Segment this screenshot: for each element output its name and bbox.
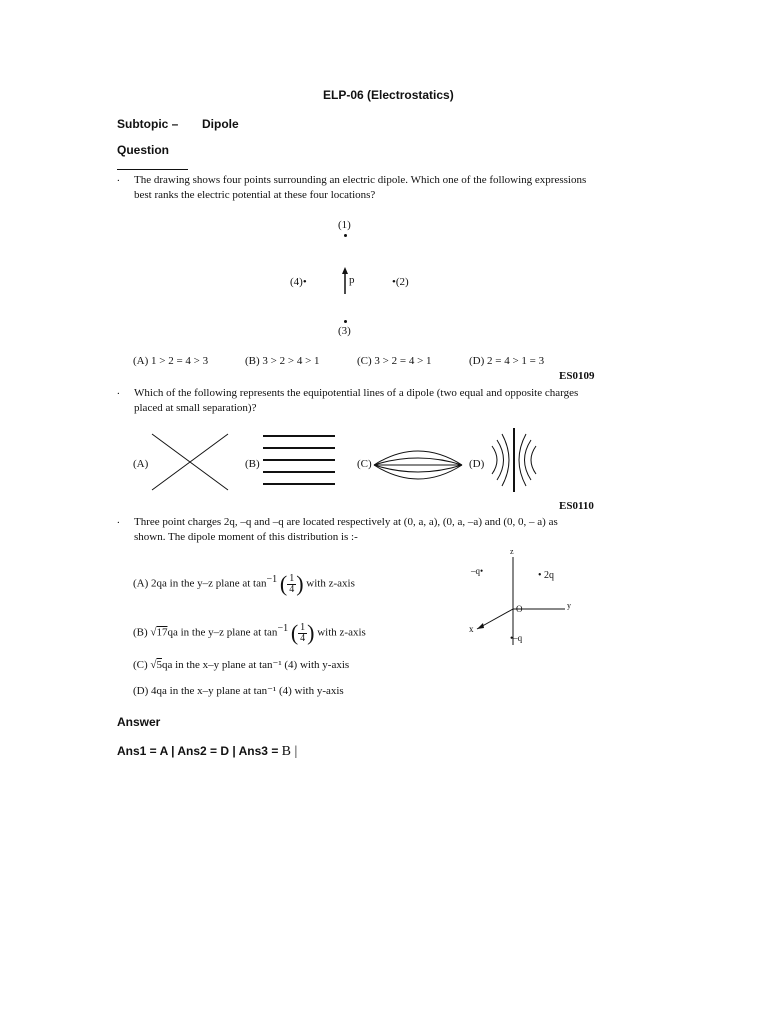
q3-option-b-label: (B) bbox=[133, 626, 148, 639]
q2-text-line2: placed at small separation)? bbox=[134, 402, 257, 414]
q3-bullet: . bbox=[117, 514, 120, 526]
q1-point-2: •(2) bbox=[392, 276, 409, 288]
q3-coordinate-figure bbox=[465, 545, 590, 650]
q3-option-b-suffix: with z-axis bbox=[317, 626, 366, 639]
divider bbox=[117, 169, 188, 170]
q2-option-b: (B) bbox=[245, 458, 260, 470]
q2-option-c: (C) bbox=[357, 458, 372, 470]
q1-dipole-label: p bbox=[349, 274, 355, 286]
page-title: ELP-06 (Electrostatics) bbox=[323, 88, 454, 102]
q3-option-a: (A) 2qa in the y–z plane at $\tan^{-1}$ ( $\frac{1}{4}$ ) with z-axis bbox=[133, 571, 355, 597]
question-heading: Question bbox=[117, 143, 170, 157]
q2-option-d: (D) bbox=[469, 458, 485, 470]
axis-x-label: x bbox=[469, 624, 474, 634]
q3-option-c bbox=[133, 658, 349, 671]
q3-option-a-inverse: −1 bbox=[266, 574, 278, 585]
q2-figure-b-parallel-lines bbox=[263, 434, 335, 486]
q3-option-c-text: qa in the x–y plane at tan⁻¹ (4) with y-axis bbox=[161, 659, 350, 671]
q1-option-b: (B) 3 > 2 > 4 > 1 bbox=[245, 355, 320, 367]
q3-text-line2: shown. The dipole moment of this distribution is :- bbox=[134, 531, 358, 543]
q3-option-c-root: √5 bbox=[150, 659, 162, 671]
q1-point-1: (1) bbox=[338, 219, 351, 231]
charge-neg-q-left: –q• bbox=[471, 566, 484, 576]
q1-bullet: . bbox=[117, 172, 120, 184]
q3-text-line1: Three point charges 2q, –q and –q are located respectively at (0, a, a), (0, a, –a) and (0, 0, – a) as bbox=[134, 516, 558, 528]
q3-option-a-suffix: with z-axis bbox=[306, 577, 355, 590]
charge-neg-q-bottom: •–q bbox=[510, 633, 523, 643]
q1-code: ES0109 bbox=[559, 370, 595, 382]
q1-point-4: (4)• bbox=[290, 276, 307, 288]
subtopic-label: Subtopic – bbox=[117, 117, 179, 131]
q2-figure-d-dipole-arcs bbox=[486, 428, 546, 494]
answers-tail: B | bbox=[281, 744, 298, 759]
q3-option-c-label: (C) bbox=[133, 659, 148, 671]
q1-point-1-dot bbox=[344, 234, 347, 237]
q1-point-3-dot bbox=[344, 320, 347, 323]
axes-diagram bbox=[465, 545, 590, 650]
q1-option-a: (A) 1 > 2 = 4 > 3 bbox=[133, 355, 209, 367]
q3-option-d: (D) 4qa in the x–y plane at tan⁻¹ (4) with y-axis bbox=[133, 685, 344, 697]
subtopic-value: Dipole bbox=[202, 117, 239, 131]
q1-option-c: (C) 3 > 2 = 4 > 1 bbox=[357, 355, 432, 367]
q2-bullet: . bbox=[117, 385, 120, 397]
charge-2q: • 2q bbox=[538, 570, 555, 581]
axis-y-label: y bbox=[567, 601, 571, 610]
q2-option-a: (A) bbox=[133, 458, 149, 470]
q3-option-a-text: (A) 2qa in the y–z plane at tan bbox=[133, 577, 267, 590]
origin-label: O bbox=[516, 604, 523, 614]
q2-figure-a-crossing-lines bbox=[150, 432, 230, 492]
q2-figure-c-lens-curves bbox=[372, 445, 464, 485]
q3-option-a-fraction: $\frac{1}{4}$ bbox=[289, 572, 295, 595]
q1-option-d: (D) 2 = 4 > 1 = 3 bbox=[469, 355, 545, 367]
q3-option-b-inverse: −1 bbox=[277, 623, 289, 634]
answers-line bbox=[117, 744, 297, 760]
q3-option-b-fraction: $\frac{1}{4}$ bbox=[300, 621, 306, 644]
q3-option-b-root: √17 bbox=[150, 626, 168, 639]
q3-option-b-text: qa in the y–z plane at tan bbox=[167, 626, 278, 639]
answers-text: Ans1 = A | Ans2 = D | Ans3 = bbox=[117, 744, 282, 758]
q2-code: ES0110 bbox=[559, 500, 594, 512]
answer-heading: Answer bbox=[117, 715, 161, 729]
q1-point-3: (3) bbox=[338, 325, 351, 337]
q1-text-line1: The drawing shows four points surrounding an electric dipole. Which one of the following expressions bbox=[134, 174, 587, 186]
q3-option-b: (B) √17qa in the y–z plane at $\tan^{-1}$ ( $\frac{1}{4}$ ) with z-axis bbox=[133, 620, 366, 646]
q1-text-line2: best ranks the electric potential at these four locations? bbox=[134, 189, 376, 201]
axis-z-label: z bbox=[510, 547, 514, 556]
q2-text-line1: Which of the following represents the equipotential lines of a dipole (two equal and opposite charges bbox=[134, 387, 579, 399]
